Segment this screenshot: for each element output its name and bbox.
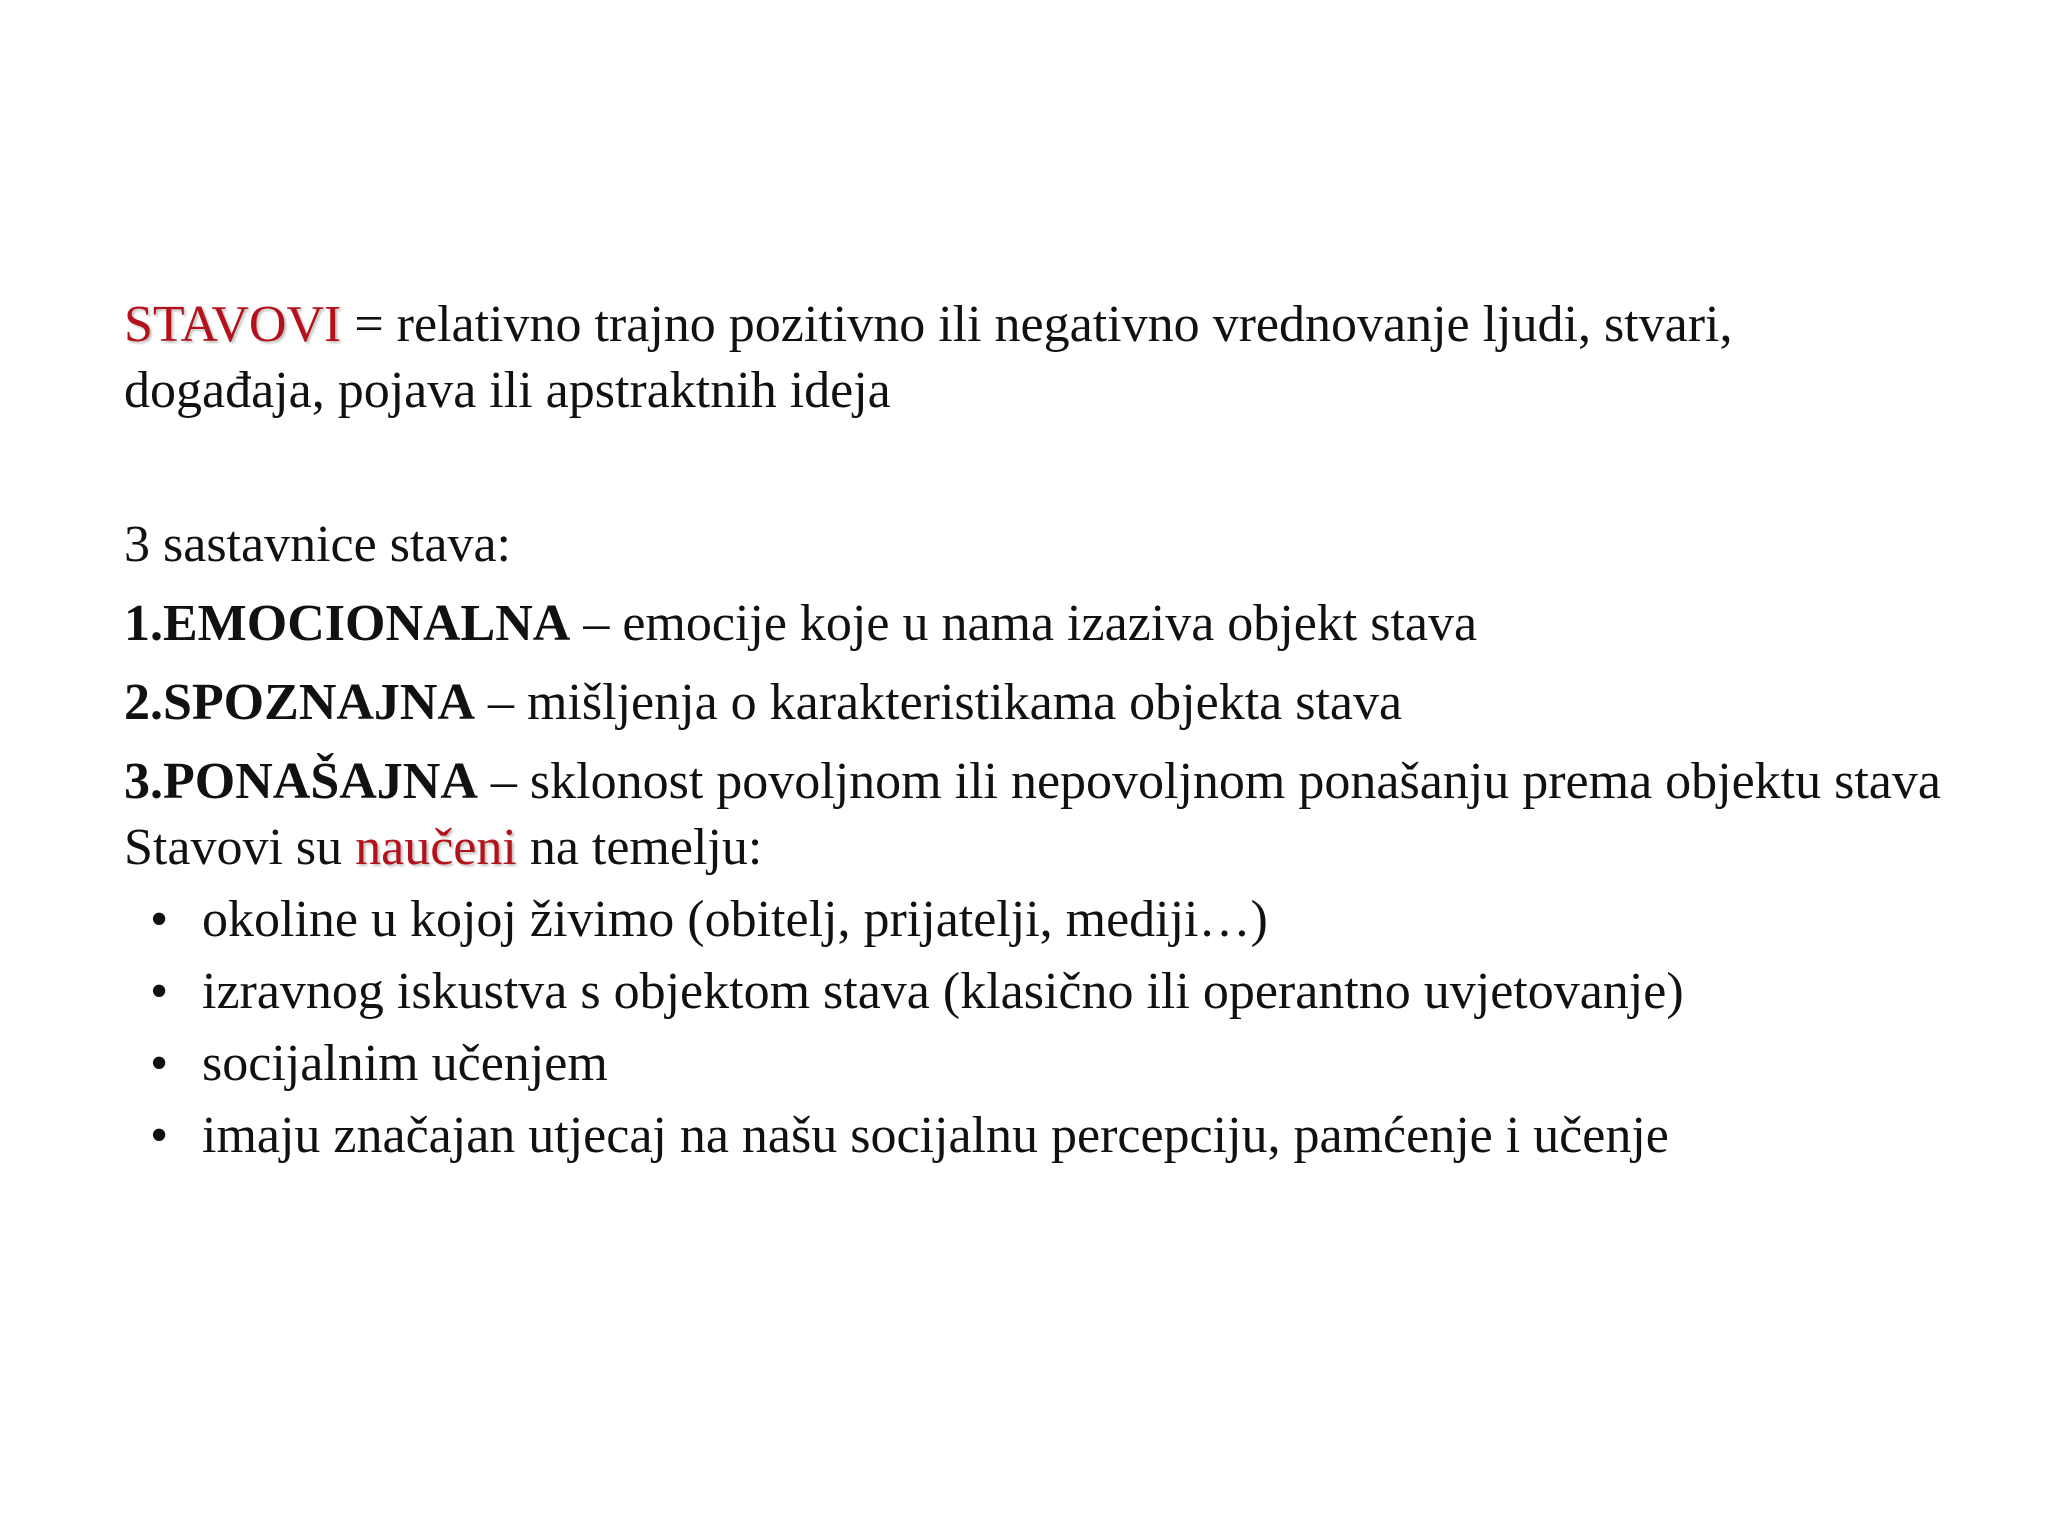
definition-text: = relativno trajno pozitivno ili negativno vrednovanje ljudi, stvari, događaja, pojava ili apstraktnih ideja [124,296,1733,419]
component-text: – emocije koje u nama izaziva objekt stava [570,595,1478,652]
list-item-text: izravnog iskustva s objektom stava (klasično ili operantno uvjetovanje) [202,963,1684,1020]
list-item [124,1103,1944,1169]
list-item-text: okoline u kojoj živimo (obitelj, prijatelji, mediji…) [202,891,1268,948]
list-item [124,1031,1944,1097]
component-label: 2.SPOZNAJNA [124,674,476,731]
component-text: – mišljenja o karakteristikama objekta stava [475,674,1403,731]
slide-content [124,292,1944,1175]
component-label: 3.PONAŠAJNA [124,753,478,810]
bullet-icon: • [150,1107,169,1164]
definition-paragraph [124,292,1944,424]
component-label: 1.EMOCIONALNA [124,595,571,652]
bullet-icon: • [150,891,169,948]
learned-prefix: Stavovi su [124,819,356,876]
components-intro: 3 sastavnice stava: [124,516,511,573]
learned-paragraph [124,815,1944,881]
list-item [124,959,1944,1025]
component-text: – sklonost povoljnom ili nepovoljnom ponašanju prema objektu stava [477,753,1941,810]
component-cognitive [124,670,1944,736]
list-item-text: imaju značajan utjecaj na našu socijalnu percepciju, pamćenje i učenje [202,1107,1669,1164]
learned-suffix: na temelju: [516,819,763,876]
bullet-list [124,887,1944,1169]
list-item-text: socijalnim učenjem [202,1035,608,1092]
bullet-icon: • [150,1035,169,1092]
definition-term: STAVOVI [124,296,342,353]
component-behavioral [124,749,1944,815]
component-emotional [124,591,1944,657]
list-item [124,887,1944,953]
bullet-icon: • [150,963,169,1020]
learned-highlight: naučeni [355,819,517,876]
